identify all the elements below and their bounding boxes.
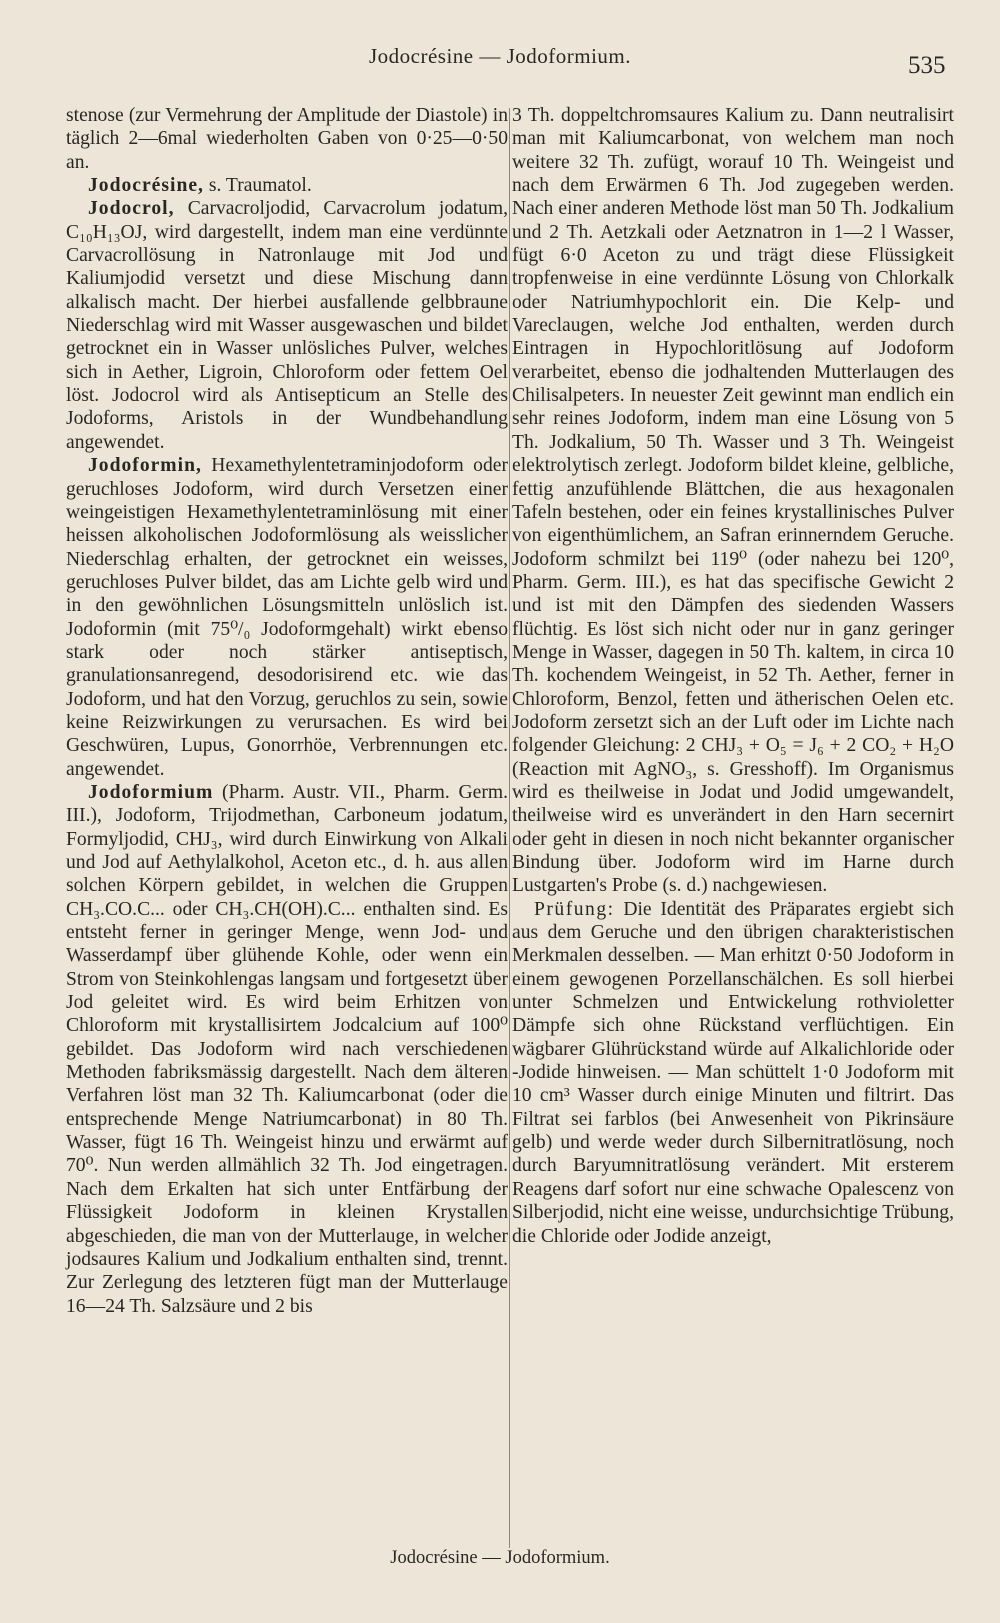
right-column bbox=[512, 104, 954, 1248]
column-divider bbox=[509, 108, 510, 1548]
entry-text: Carvacroljodid, Carvacrolum jodatum, C₁₀H₁₃OJ, wird dargestellt, indem man eine verdünnte Carvacrollösung in Natronlauge mit Jod und Kaliumjodid versetzt und diese Mischung dann alkalisch macht. Der hierbei ausfallende gelbbraune Niederschlag wird mit Wasser ausgewaschen und bildet getrocknet ein in Wasser unlösliches Pulver, welches sich in Aether, Ligroin, Chloroform oder fettem Oel löst. Jodocrol wird als Antisepticum an Stelle des Jodoforms, Aristols in der Wundbehandlung angewendet. bbox=[66, 198, 508, 453]
entry-jodocrol bbox=[66, 197, 508, 454]
entry-headword: Jodocrol, bbox=[88, 198, 175, 220]
entry-jodoformium bbox=[66, 781, 508, 1318]
page-number: 535 bbox=[908, 52, 946, 79]
entry-text: (Pharm. Austr. VII., Pharm. Germ. III.), Jodoform, Trijodmethan, Carboneum jodatum, Formyljodid, CHJ₃, wird durch Einwirkung von Alkali und Jod auf Aethylalkohol, Aceton etc., d. h. aus allen solchen Körpern gebildet, in welchen die Gruppen CH₃.CO.C... oder CH₃.CH(OH).C... enthalten sind. Es entsteht ferner in geringer Menge, wenn Jod- und Wasserdampf über glühende Kohle, oder wenn ein Strom von Steinkohlengas langsam und fortgesetzt über Jod geleitet wird. Es wird beim Erhitzen von Chloroform mit krystallisirtem Jodcalcium auf 100⁰ gebildet. Das Jodoform wird nach verschiedenen Methoden fabriksmässig dargestellt. Nach dem älteren Verfahren löst man 32 Th. Kaliumcarbonat (oder die entsprechende Menge Natriumcarbonat) in 80 Th. Wasser, fügt 16 Th. Weingeist hinzu und erwärmt auf 70⁰. Nun werden allmählich 32 Th. Jod eingetragen. Nach dem Erkalten hat sich unter Entfärbung der Flüssigkeit Jodoform in kleinen Krystallen abgeschieden, die man von der Mutterlauge, in welcher jodsaures Kalium und Jodkalium enthalten sind, trennt. Zur Zerlegung des letzteren fügt man der Mutterlauge 16—24 Th. Salzsäure und 2 bis bbox=[66, 781, 508, 1317]
entry-headword: Jodoformin, bbox=[88, 455, 202, 477]
pruefung-paragraph bbox=[512, 898, 954, 1248]
entry-jodoformin bbox=[66, 454, 508, 781]
page-header-title: Jodocrésine — Jodoformium. bbox=[368, 44, 632, 68]
pruefung-text: Die Identität des Präparates ergiebt sich aus dem Geruche und den übrigen charakteristischen Merkmalen desselben. — Man erhitzt 0·50 Jodoform in einem gewogenen Porzellanschälchen. Es soll hierbei unter Schmelzen und Entwickelung rothvioletter Dämpfe sich ohne Rückstand verflüchtigen. Ein wägbarer Glührückstand würde auf Alkalichloride oder -Jodide hinweisen. — Man schüttelt 1·0 Jodoform mit 10 cm³ Wasser durch einige Minuten und filtrirt. Das Filtrat sei farblos (bei Anwesenheit von Pikrinsäure gelb) und werde weder durch Silbernitratlösung, noch durch Baryumnitratlösung verändert. Mit ersterem Reagens darf sofort nur eine schwache Opalescenz von Silberjodid, nicht eine weisse, undurchsichtige Trübung, die Chloride oder Jodide anzeigt, bbox=[512, 898, 954, 1247]
entry-text: Hexamethylentetraminjodoform oder geruchloses Jodoform, wird durch Versetzen einer weingeistigen Hexamethylentetraminlösung mit einer heissen alkoholischen Jodoformlösung als weisslicher Niederschlag erhalten, der getrocknet ein weisses, geruchloses Pulver bildet, das am Lichte gelb wird und in den gewöhnlichen Lösungsmitteln unlöslich ist. Jodoformin (mit 75⁰/₀ Jodoformgehalt) wirkt ebenso stark oder noch stärker antiseptisch, granulationsanregend, desodorisirend etc. wie das Jodoform, und hat den Vorzug, geruchlos zu sein, sowie keine Reizwirkungen zu verursachen. Es wird bei Geschwüren, Lupus, Gonorrhöe, Verbrennungen etc. angewendet. bbox=[66, 455, 508, 780]
entry-headword: Jodocrésine, bbox=[88, 175, 204, 197]
right-paragraph-continuation: 3 Th. doppeltchromsaures Kalium zu. Dann neutralisirt man mit Kaliumcarbonat, von welchem man noch weitere 32 Th. zufügt, worauf 10 Th. Weingeist und nach dem Erwärmen 6 Th. Jod zugegeben werden. Nach einer anderen Methode löst man 50 Th. Jodkalium und 2 Th. Aetzkali oder Aetznatron in 1—2 l Wasser, fügt 6·0 Aceton zu und trägt diese Flüssigkeit tropfenweise in eine verdünnte Lösung von Chlorkalk oder Natriumhypochlorit ein. Die Kelp- und Vareclaugen, welche Jod enthalten, werden durch Eintragen in Hypochloritlösung auf Jodoform verarbeitet, ebenso die jodhaltenden Mutterlaugen des Chilisalpeters. In neuester Zeit gewinnt man endlich ein sehr reines Jodoform, indem man eine Lösung von 5 Th. Jodkalium, 50 Th. Wasser und 3 Th. Weingeist elektrolytisch zerlegt. Jodoform bildet kleine, gelbliche, fettig anzufühlende Blättchen, die aus hexagonalen Tafeln bestehen, oder ein feines krystallinisches Pulver von eigenthümlichem, an Safran erinnerndem Geruche. Jodoform schmilzt bei 119⁰ (oder nahezu bei 120⁰, Pharm. Germ. III.), es hat das specifische Gewicht 2 und ist mit den Dämpfen des siedenden Wassers flüchtig. Es löst sich nicht oder nur in ganz geringer Menge in Wasser, dagegen in 50 Th. kaltem, in circa 10 Th. kochendem Weingeist, in 52 Th. Aether, ferner in Chloroform, Benzol, fetten und ätherischen Oelen etc. Jodoform zersetzt sich an der Luft oder im Lichte nach folgender Gleichung: 2 CHJ₃ + O₅ = J₆ + 2 CO₂ + H₂O (Reaction mit AgNO₃, s. Gresshoff). Im Organismus wird es theilweise in Jodat und Jodid umgewandelt, theilweise wird es unverändert in den Harn secernirt oder geht in diesen in noch nicht bekannter organischer Bindung über. Jodoform wird im Harne durch Lustgarten's Probe (s. d.) nachgewiesen. bbox=[512, 105, 954, 897]
left-column bbox=[66, 104, 508, 1318]
left-paragraph-continuation: stenose (zur Vermehrung der Amplitude der Diastole) in täglich 2—6mal wiederholten Gaben von 0·25—0·50 an. bbox=[66, 105, 508, 173]
page-footer-title: Jodocrésine — Jodoformium. bbox=[390, 1548, 610, 1568]
entry-text: s. Traumatol. bbox=[203, 175, 312, 197]
entry-headword: Jodoformium bbox=[88, 781, 214, 803]
entry-jodocresine bbox=[66, 174, 508, 197]
pruefung-label: Prüfung: bbox=[534, 898, 615, 920]
